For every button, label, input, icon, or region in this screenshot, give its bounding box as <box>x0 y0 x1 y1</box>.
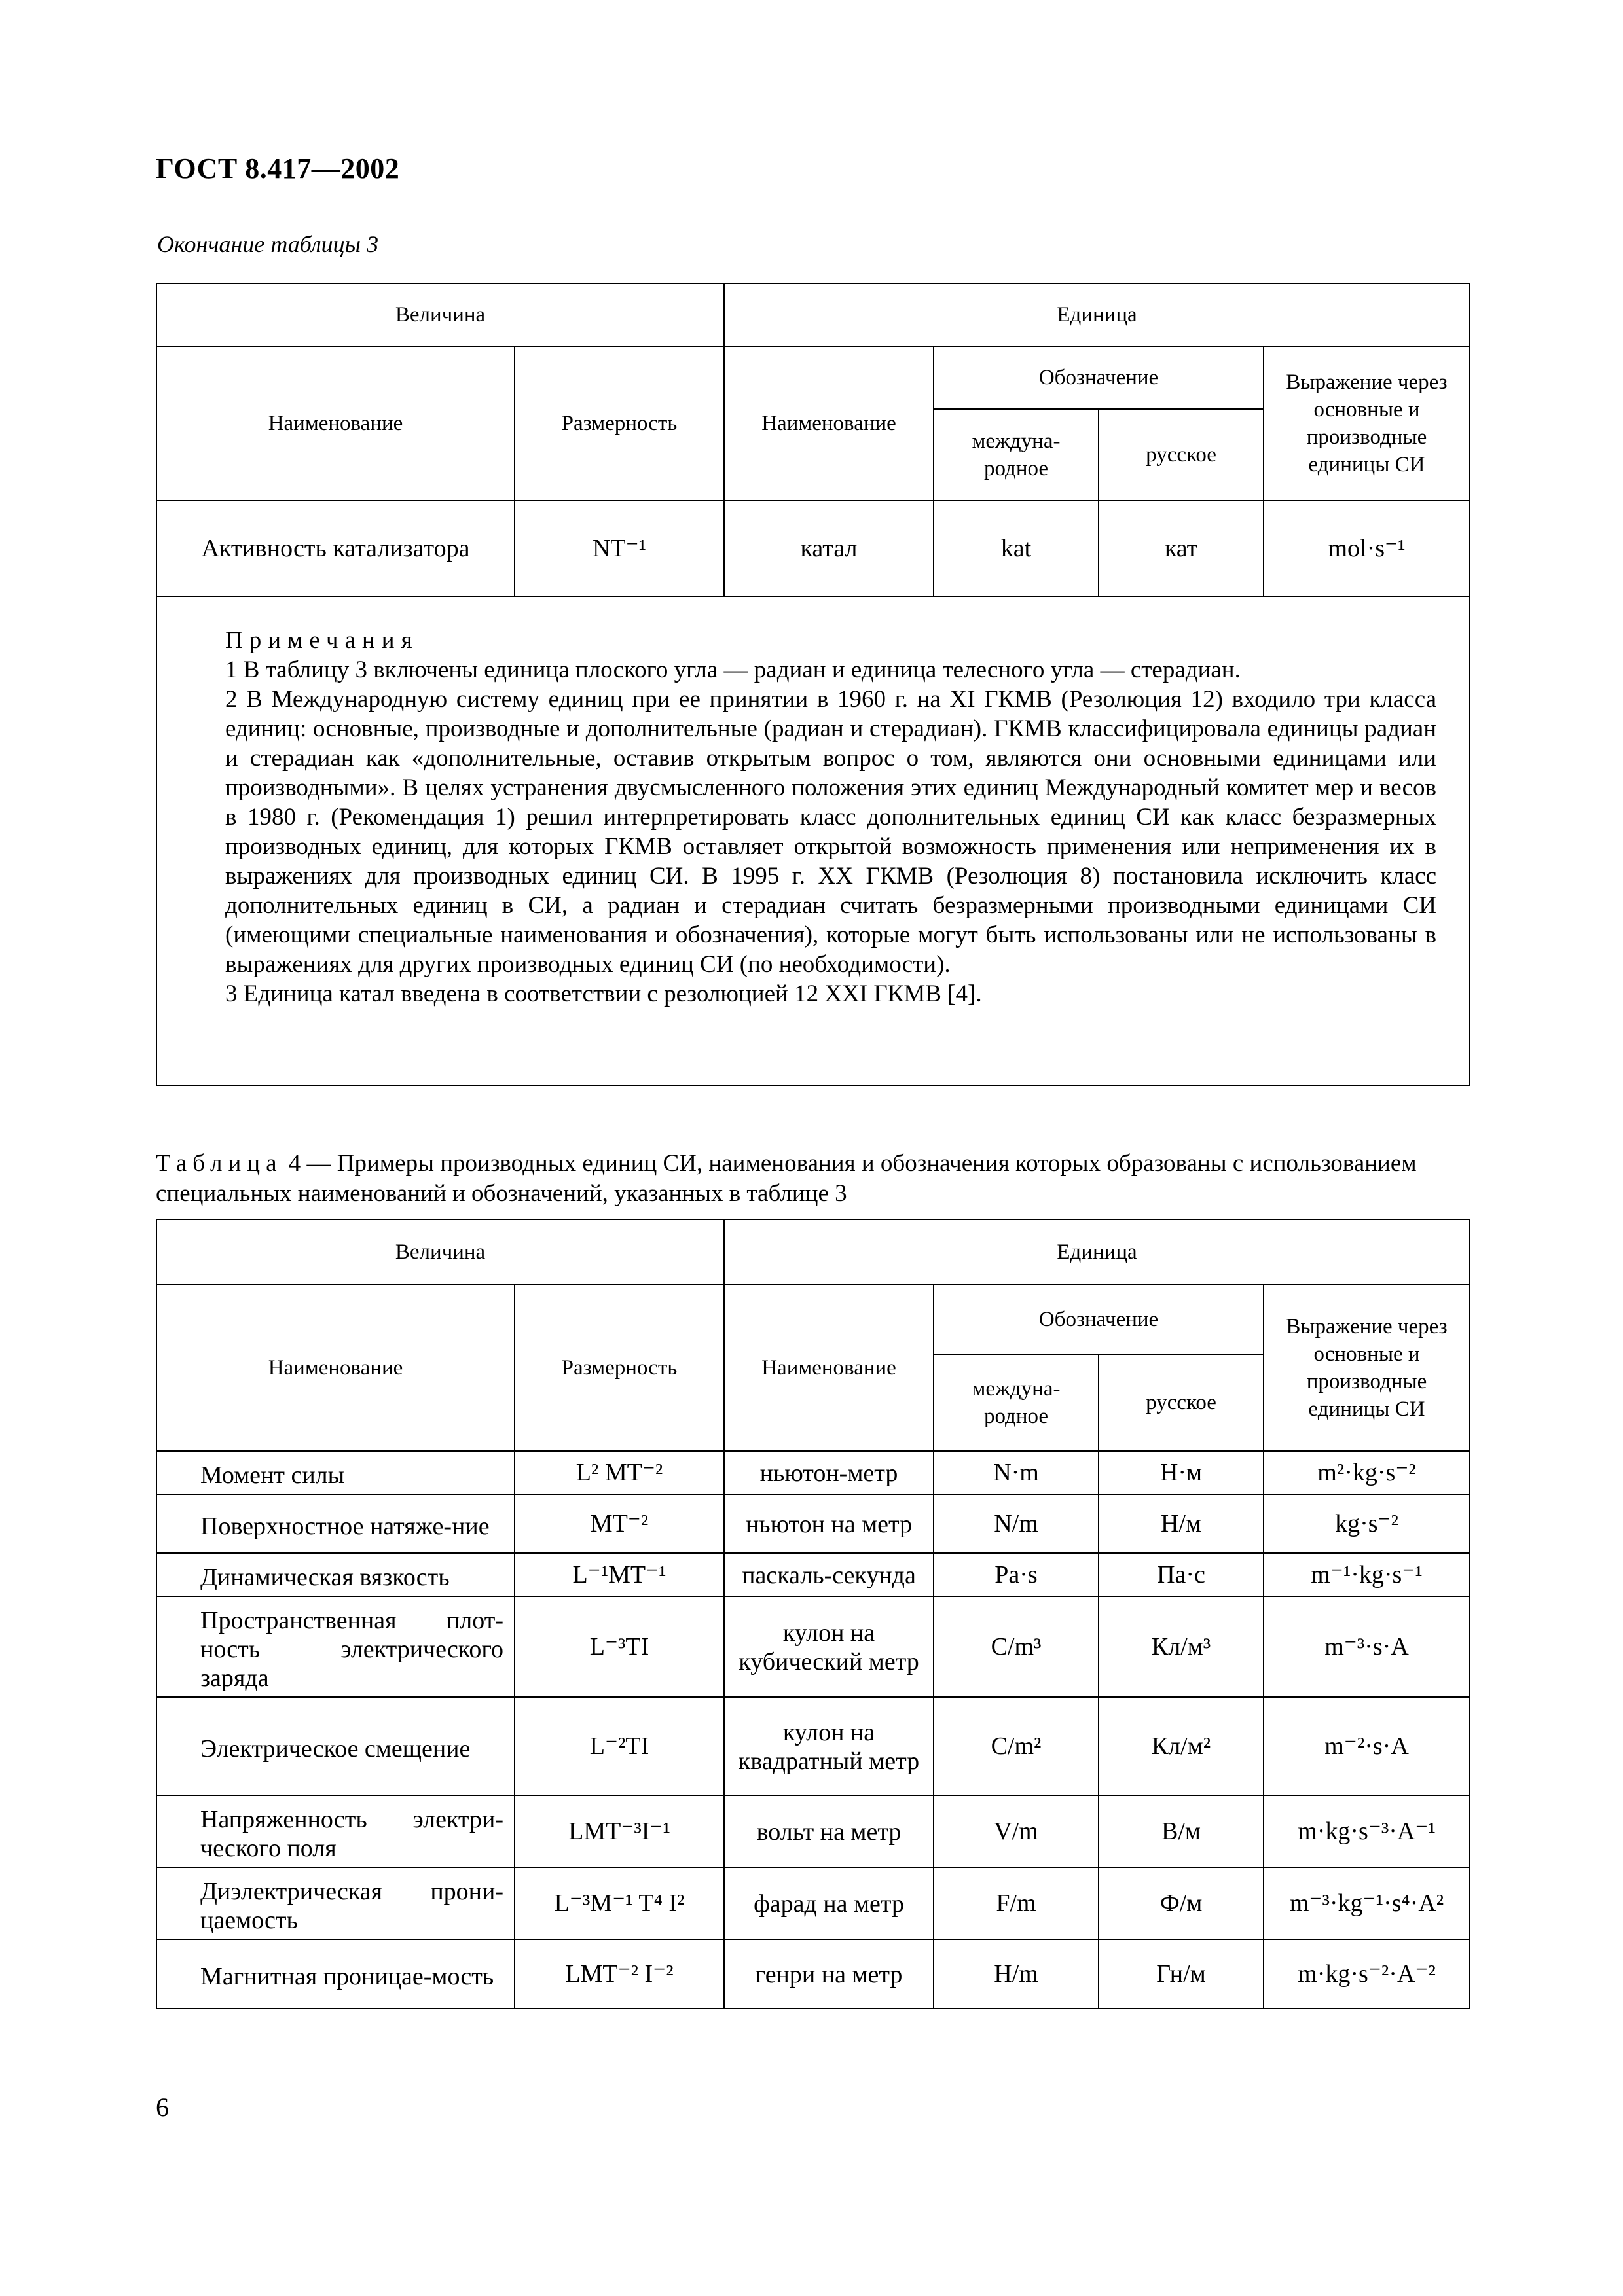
table4-caption-text: 4 — Примеры производных единиц СИ, наименования и обозначения которых образованы с использованием специальных наименований и обозначений, указанных в таблице 3 <box>156 1150 1417 1207</box>
header-name: Наименование <box>156 346 515 501</box>
table4-caption <box>156 1149 1459 1209</box>
table4-cell-dimension: LMT⁻² I⁻² <box>515 1939 724 2009</box>
header-designation: Обозначение <box>934 1285 1264 1354</box>
table4-cell-unit-name: генри на метр <box>724 1939 934 2009</box>
note-3: 3 Единица катал введена в соответствии с резолюцией 12 XXI ГКМВ [4]. <box>225 980 982 1007</box>
table4-cell-expr: m·kg·s⁻³·A⁻¹ <box>1264 1795 1470 1867</box>
table4-cell-rus: Н·м <box>1099 1451 1264 1494</box>
table-row <box>156 1867 1470 1939</box>
table-row <box>156 1553 1470 1596</box>
table4-cell-unit-name: кулон на квадратный метр <box>724 1697 934 1795</box>
table3-row-unit-name: катал <box>724 501 934 596</box>
table4-cell-rus: Па·с <box>1099 1553 1264 1596</box>
note-2: 2 В Международную систему единиц при ее принятии в 1960 г. на XI ГКМВ (Резолюция 12) входило три класса единиц: основные, производные и дополнительные (радиан и стерадиан). ГКМВ классифицировала единицы радиан и стерадиан как «дополнительные, оставив открытым вопрос о том, являются они основными единицами или производными». В целях устранения двусмысленного положения этих единиц Международный комитет мер и весов в 1980 г. (Рекомендация 1) решил интерпретировать класс дополнительных единиц СИ как класс безразмерных производных единиц, для которых ГКМВ оставляет открытой возможность применения или неприменения их в выражениях для производных единиц СИ. В 1995 г. XX ГКМВ (Резолюция 8) постановила исключить класс дополнительных единиц в СИ, а радиан и стерадиан считать безразмерными производными единицами СИ (имеющими специальные наименования и обозначения), которые могут быть использованы или не использованы в выражениях для других производных единиц СИ (по необходимости). <box>225 686 1437 978</box>
table4-cell-name: Диэлектрическая прони-цаемость <box>156 1867 515 1939</box>
table3-row-dimension: NT⁻¹ <box>515 501 724 596</box>
table4-cell-unit-name: фарад на метр <box>724 1867 934 1939</box>
table4-cell-expr: m²·kg·s⁻² <box>1264 1451 1470 1494</box>
table4-cell-intl: F/m <box>934 1867 1099 1939</box>
table4-cell-intl: H/m <box>934 1939 1099 2009</box>
table4-cell-dimension: L⁻³M⁻¹ T⁴ I² <box>515 1867 724 1939</box>
table-row <box>156 1939 1470 2009</box>
header-unit: Единица <box>724 283 1470 346</box>
table-row <box>156 1596 1470 1697</box>
page-number: 6 <box>156 2092 169 2122</box>
table4-cell-unit-name: ньютон на метр <box>724 1494 934 1553</box>
header-russian: русское <box>1099 1354 1264 1451</box>
table4-cell-expr: kg·s⁻² <box>1264 1494 1470 1553</box>
table-row <box>156 1697 1470 1795</box>
table4-cell-dimension: L² MT⁻² <box>515 1451 724 1494</box>
table3-notes <box>156 596 1470 1085</box>
table4-body <box>156 1451 1470 2009</box>
header-quantity: Величина <box>156 283 724 346</box>
table4-cell-expr: m⁻³·kg⁻¹·s⁴·A² <box>1264 1867 1470 1939</box>
table-row <box>156 1451 1470 1494</box>
header-dimension: Размерность <box>515 346 724 501</box>
table3-row-rus: кат <box>1099 501 1264 596</box>
table3-row-expr: mol·s⁻¹ <box>1264 501 1470 596</box>
table4-cell-name: Магнитная проницае-мость <box>156 1939 515 2009</box>
table4-cell-intl: N·m <box>934 1451 1099 1494</box>
table4-cell-name: Поверхностное натяже-ние <box>156 1494 515 1553</box>
table4-cell-name: Момент силы <box>156 1451 515 1494</box>
table4-cell-intl: N/m <box>934 1494 1099 1553</box>
header-unit-name: Наименование <box>724 1285 934 1451</box>
table4-cell-intl: C/m² <box>934 1697 1099 1795</box>
table4-cell-name: Пространственная плот-ность электрического заряда <box>156 1596 515 1697</box>
table3-row-name: Активность катализатора <box>156 501 515 596</box>
table4-cell-dimension: LMT⁻³I⁻¹ <box>515 1795 724 1867</box>
table4-cell-expr: m⁻³·s·A <box>1264 1596 1470 1697</box>
table4-cell-rus: В/м <box>1099 1795 1264 1867</box>
table4-cell-intl: C/m³ <box>934 1596 1099 1697</box>
table4-cell-expr: m⁻²·s·A <box>1264 1697 1470 1795</box>
note-1: 1 В таблицу 3 включены единица плоского угла — радиан и единица телесного угла — стерадиан. <box>225 656 1241 683</box>
document-header: ГОСТ 8.417—2002 <box>156 152 400 185</box>
table4-cell-expr: m⁻¹·kg·s⁻¹ <box>1264 1553 1470 1596</box>
header-expression: Выражение через основные и производные единицы СИ <box>1264 1285 1470 1451</box>
table4-cell-rus: Гн/м <box>1099 1939 1264 2009</box>
table3-caption: Окончание таблицы 3 <box>157 231 379 257</box>
header-russian: русское <box>1099 409 1264 501</box>
table4-cell-name: Электрическое смещение <box>156 1697 515 1795</box>
table-row <box>156 1494 1470 1553</box>
table4-cell-rus: Н/м <box>1099 1494 1264 1553</box>
table4-cell-unit-name: ньютон-метр <box>724 1451 934 1494</box>
header-international: междуна-родное <box>934 409 1099 501</box>
table4-cell-rus: Кл/м³ <box>1099 1596 1264 1697</box>
table4-cell-rus: Кл/м² <box>1099 1697 1264 1795</box>
table4-cell-dimension: MT⁻² <box>515 1494 724 1553</box>
header-unit-name: Наименование <box>724 346 934 501</box>
table3-row-intl: kat <box>934 501 1099 596</box>
header-unit: Единица <box>724 1219 1470 1285</box>
header-designation: Обозначение <box>934 346 1264 409</box>
table4-cell-expr: m·kg·s⁻²·A⁻² <box>1264 1939 1470 2009</box>
notes-title: Примечания <box>225 627 419 654</box>
table4-cell-unit-name: вольт на метр <box>724 1795 934 1867</box>
table4-cell-dimension: L⁻¹MT⁻¹ <box>515 1553 724 1596</box>
header-name: Наименование <box>156 1285 515 1451</box>
table4-cell-dimension: L⁻²TI <box>515 1697 724 1795</box>
table4-caption-label: Таблица <box>156 1150 283 1177</box>
header-international: междуна-родное <box>934 1354 1099 1451</box>
header-dimension: Размерность <box>515 1285 724 1451</box>
table4-cell-intl: Pa·s <box>934 1553 1099 1596</box>
table4-cell-dimension: L⁻³TI <box>515 1596 724 1697</box>
table4-cell-rus: Ф/м <box>1099 1867 1264 1939</box>
table4-cell-intl: V/m <box>934 1795 1099 1867</box>
header-quantity: Величина <box>156 1219 724 1285</box>
header-expression: Выражение через основные и производные единицы СИ <box>1264 346 1470 501</box>
table4-cell-unit-name: паскаль-секунда <box>724 1553 934 1596</box>
table4-cell-name: Напряженность электри-ческого поля <box>156 1795 515 1867</box>
table3 <box>156 283 1470 1086</box>
table4-cell-unit-name: кулон на кубический метр <box>724 1596 934 1697</box>
table-row <box>156 1795 1470 1867</box>
table4-cell-name: Динамическая вязкость <box>156 1553 515 1596</box>
table4 <box>156 1219 1470 2009</box>
